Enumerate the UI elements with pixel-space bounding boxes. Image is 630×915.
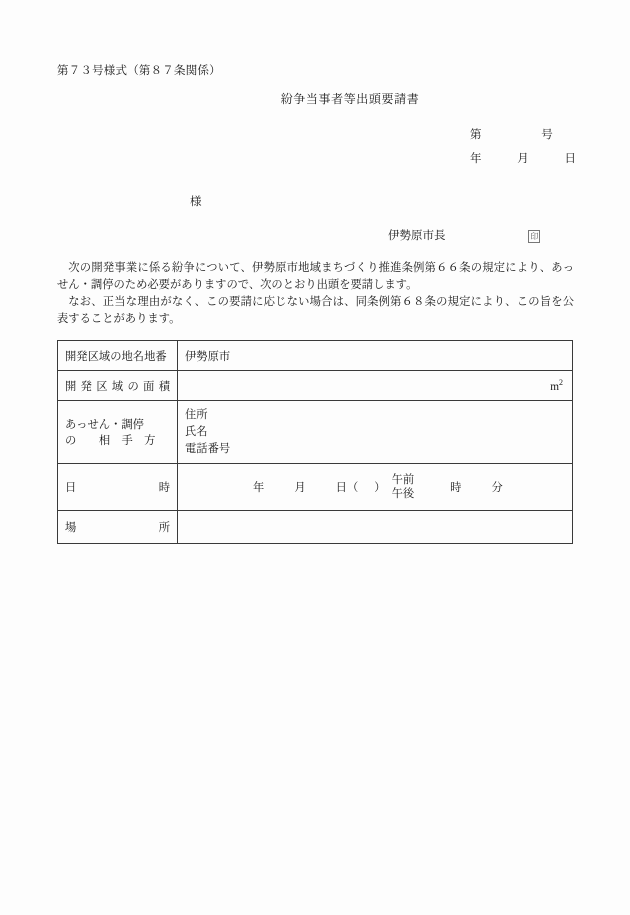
row-label-datetime: 日 時 [58, 464, 178, 511]
counterparty-label-line1: あっせん・調停 [65, 419, 144, 431]
datetime-ampm-選択[interactable] [392, 473, 415, 501]
datetime-hour-label: 時 [450, 482, 462, 494]
date-month-label: 月 [517, 153, 529, 165]
row-value-location[interactable]: 伊勢原市 [178, 341, 573, 371]
row-label-area: 開発区域の面積 [58, 371, 178, 401]
form-number: 第７３号様式（第８７条関係） [57, 65, 221, 77]
number-prefix-label: 第 [470, 129, 482, 141]
issuer-line [388, 227, 540, 243]
table-row-place [58, 511, 573, 544]
datetime-weekday-open-paren: （ [346, 482, 359, 494]
counterparty-address-label: 住所 [185, 408, 208, 421]
table-row-location [58, 341, 573, 371]
datetime-year-label: 年 [253, 482, 265, 494]
page-title [0, 90, 630, 107]
date-day-label: 日 [564, 153, 576, 165]
document-number-line [470, 126, 553, 142]
datetime-fields [185, 473, 565, 501]
counterparty-name-label: 氏名 [185, 425, 208, 438]
addressee-honorific: 様 [190, 196, 202, 208]
row-value-counterparty[interactable] [178, 401, 573, 464]
counterparty-label-line2: の 相 手 方 [65, 435, 156, 447]
document-date-line [470, 150, 576, 166]
datetime-weekday-close-paren: ） [374, 482, 386, 494]
body-paragraph-2: なお、正当な理由がなく、この要請に応じない場合は、同条例第６８条の規定により、この旨を公表することがあります。 [57, 296, 574, 325]
area-unit-label: $m^2$ [550, 378, 563, 393]
datetime-day-label: 日 [335, 482, 347, 494]
datetime-minute-label: 分 [491, 482, 503, 494]
application-detail-table [57, 340, 573, 544]
table-row-datetime [58, 464, 573, 511]
body-paragraph-1: 次の開発事業に係る紛争について、伊勢原市地域まちづくり推進条例第６６条の規定により、あっせん・調停のため必要がありますので、次のとおり出頭を要請します。 [57, 262, 574, 291]
datetime-month-label: 月 [294, 482, 306, 494]
row-value-place[interactable] [178, 511, 573, 544]
table-row-counterparty [58, 401, 573, 464]
page-title-text: 紛争当事者等出頭要請書 [280, 92, 420, 106]
row-label-place: 場 所 [58, 511, 178, 544]
issuer-name: 伊勢原市長 [388, 230, 446, 242]
row-label-location: 開発区域の地名地番 [58, 341, 178, 371]
row-value-datetime[interactable] [178, 464, 573, 511]
seal-icon: 印 [530, 231, 539, 241]
datetime-am-label[interactable]: 午前 [391, 474, 415, 486]
datetime-pm-label[interactable]: 午後 [391, 488, 415, 500]
row-value-area[interactable] [178, 371, 573, 401]
date-year-label: 年 [470, 153, 482, 165]
counterparty-phone-label: 電話番号 [185, 442, 231, 455]
row-label-counterparty [58, 401, 178, 464]
table-row-area [58, 371, 573, 401]
number-suffix-label: 号 [541, 129, 553, 141]
